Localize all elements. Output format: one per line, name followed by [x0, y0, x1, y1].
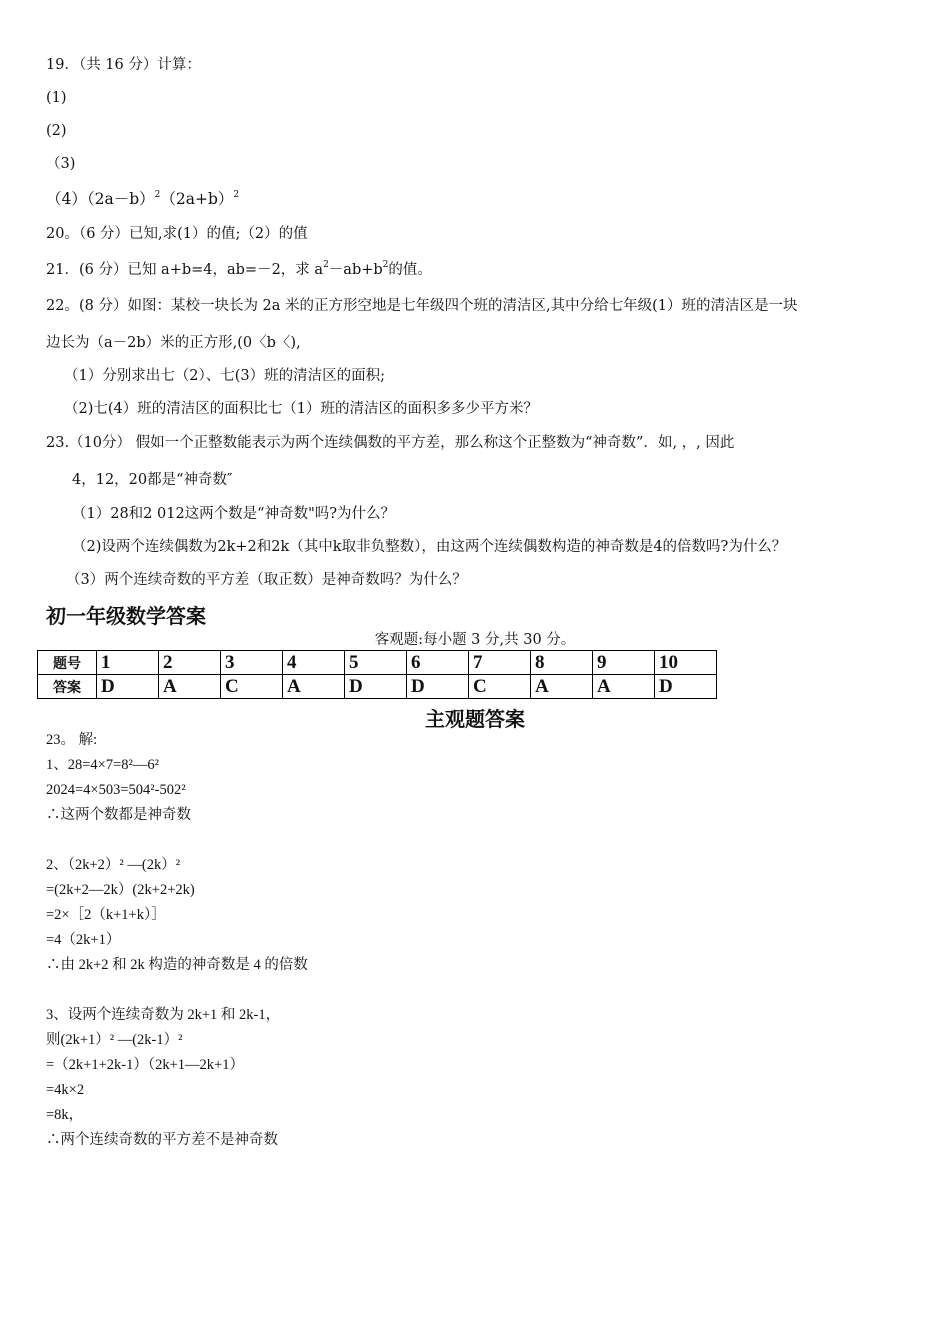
answer-table-choice-row — [38, 675, 717, 699]
q21-part-c: 的值。 — [388, 262, 432, 278]
number-cell: 6 — [407, 651, 469, 675]
q19-part1: (1) — [46, 90, 67, 106]
solution-line: =2×［2（k+1+k）］ — [46, 907, 166, 923]
q20-text: 20。（6 分）已知,求(1）的值;（2）的值 — [46, 226, 308, 242]
solution-line: =4k×2 — [46, 1082, 85, 1098]
q22-sub1: （1）分别求出七（2）、七(3）班的清洁区的面积; — [64, 368, 385, 384]
solution-line: 1、28=4×7=8²—6² — [46, 757, 159, 773]
solution-line: ∴这两个数都是神奇数 — [46, 807, 191, 823]
solution-line: 2024=4×503=504²-502² — [46, 782, 186, 798]
q23-sub3: （3）两个连续奇数的平方差（取正数）是神奇数吗？为什么？ — [66, 572, 467, 588]
choice-cell: D — [407, 675, 469, 699]
q23-sub1: （1）28和2 012这两个数是“神奇数"吗?为什么？ — [72, 506, 396, 522]
objective-note: 客观题:每小题 3 分,共 30 分。 — [374, 632, 576, 648]
number-cell: 9 — [593, 651, 655, 675]
number-cell: 5 — [345, 651, 407, 675]
solution-line: 2、（2k+2）² —(2k）² — [46, 857, 181, 873]
q19-part3: （3) — [46, 156, 76, 172]
q21-exp-b: 2 — [382, 260, 389, 270]
solution-line: 则(2k+1）² —(2k-1）² — [46, 1032, 183, 1048]
q21-text — [46, 260, 432, 280]
choice-cell: C — [221, 675, 283, 699]
q23-line1: 23.（10分） 假如一个正整数能表示为两个连续偶数的平方差，那么称这个正整数为“神奇数”．如, ，, 因此 — [46, 435, 735, 451]
number-cell: 8 — [531, 651, 593, 675]
solution-line: ∴两个连续奇数的平方差不是神奇数 — [46, 1132, 278, 1148]
choice-cell: A — [159, 675, 221, 699]
choice-cell: A — [531, 675, 593, 699]
q22-line1: 22。(8 分）如图：某校一块长为 2a 米的正方形空地是七年级四个班的清洁区,其中分给七年级(1）班的清洁区是一块 — [46, 298, 798, 314]
q22-line2: 边长为（a－2b）米的正方形,(0〈b〈), — [46, 335, 301, 351]
answer-header: 答案 — [38, 675, 97, 699]
subjective-title: 主观题答案 — [425, 707, 525, 731]
number-cell: 7 — [469, 651, 531, 675]
q22-sub2: （2)七(4）班的清洁区的面积比七（1）班的清洁区的面积多多少平方米？ — [64, 401, 538, 417]
q19-part4-exp1: 2 — [154, 190, 161, 200]
number-cell: 10 — [655, 651, 717, 675]
solution-line: =(2k+2—2k）(2k+2+2k) — [46, 882, 195, 898]
q19-part4-expr1: （4）（2a－b） — [46, 190, 155, 208]
number-header: 题号 — [38, 651, 97, 675]
q19-part4-expr2: （2a+b） — [160, 190, 234, 208]
choice-cell: A — [283, 675, 345, 699]
choice-cell: D — [655, 675, 717, 699]
solution-line: 3、设两个连续奇数为 2k+1 和 2k-1， — [46, 1007, 281, 1023]
q21-exp-a: 2 — [323, 260, 329, 270]
answer-table-number-row — [38, 651, 717, 675]
choice-cell: D — [97, 675, 159, 699]
choice-cell: A — [593, 675, 655, 699]
q21-part-a: 21．(6 分）已知 a+b=4，ab=－2，求 a — [46, 262, 324, 278]
q23-line2: 4，12，20都是“神奇数″ — [72, 472, 233, 488]
q19-title: 19．（共 16 分）计算： — [46, 57, 201, 73]
solution-line: =8k， — [46, 1107, 84, 1123]
answers-title: 初一年级数学答案 — [46, 604, 206, 628]
choice-cell: D — [345, 675, 407, 699]
q19-part2: (2) — [46, 123, 67, 139]
number-cell: 2 — [159, 651, 221, 675]
number-cell: 1 — [97, 651, 159, 675]
solution-line: =4（2k+1） — [46, 932, 121, 948]
q23-sub2: （2)设两个连续偶数为2k+2和2k（其中k取非负整数），由这两个连续偶数构造的神奇数是4的倍数吗?为什么？ — [72, 539, 787, 555]
q19-part4-exp2: 2 — [233, 190, 240, 200]
number-cell: 4 — [283, 651, 345, 675]
answer-table — [37, 650, 717, 699]
solution-line: =（2k+1+2k-1）（2k+1—2k+1） — [46, 1057, 244, 1073]
solution-line: 23。 解: — [46, 732, 98, 748]
number-cell: 3 — [221, 651, 283, 675]
choice-cell: C — [469, 675, 531, 699]
q21-part-b: －ab+b — [328, 262, 383, 278]
solution-line: ∴由 2k+2 和 2k 构造的神奇数是 4 的倍数 — [46, 957, 308, 973]
q19-part4 — [46, 189, 239, 209]
